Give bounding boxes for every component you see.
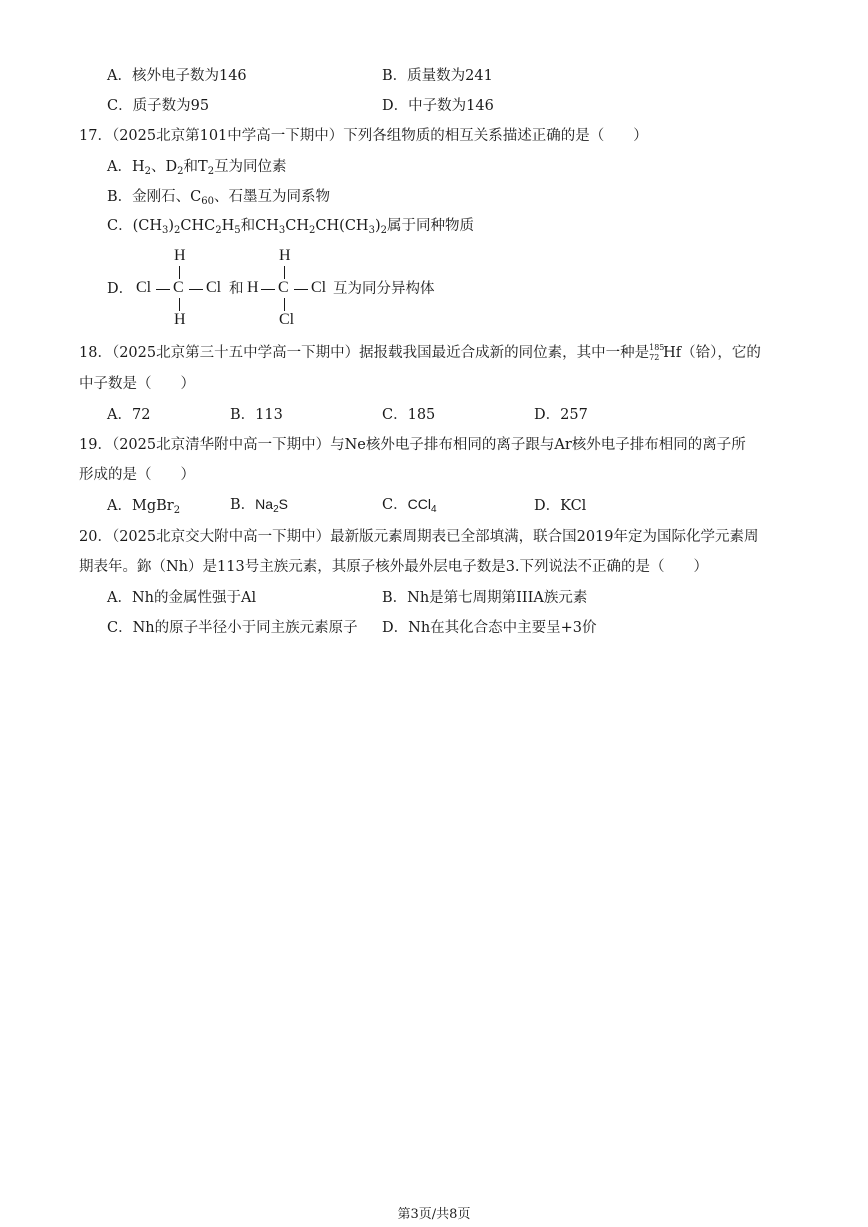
q17-option-b: B．金刚石、$C_{60}$、石墨互为同系物 [107,189,330,207]
q20-option-b: B．Nh是第七周期第IIIA族元素 [382,590,588,606]
page-number: 第3页/共8页 [397,1207,471,1222]
q18-option-b: B．113 [230,407,283,423]
atom-cl-bottom: Cl [279,311,295,328]
structure-formula-2 [247,247,337,331]
q19-option-d: D．KCl [534,498,587,514]
q18-stem-line2: 中子数是（ ） [79,376,195,392]
q17-option-a: A．$H_2$、$D_2$和$T_2$互为同位素 [107,159,287,177]
q16-option-c: C．质子数为95 [107,98,210,114]
q20-option-d: D．Nh在其化合态中主要呈+3价 [382,620,597,636]
atom-c-center: C [173,279,184,296]
q19-option-a: A．MgBr$_2$ [107,498,181,516]
bond-horizontal-left [261,289,275,290]
bond-vertical-top [179,266,180,279]
q16-option-a: A．核外电子数为146 [107,68,247,84]
q18-option-a: A．72 [107,407,151,423]
bond-vertical-bottom [284,298,285,311]
atom-c-center: C [278,279,289,296]
q16-option-d: D．中子数为146 [382,98,494,114]
q20-stem: 20．（2025北京交大附中高一下期中）最新版元素周期表已全部填满，联合国2019年定为国际化学元素周 [79,529,759,545]
q20-option-c: C．Nh的原子半径小于同主族元素原子 [107,620,358,636]
q16-option-b: B．质量数为241 [382,68,493,84]
atom-h-bottom: H [174,311,186,328]
atom-cl-right: Cl [311,279,327,296]
atom-cl-left: Cl [136,279,152,296]
q17-option-d-text: 互为同分异构体 [333,281,435,297]
isotope-notation: 185 72 [649,343,665,362]
q17-stem: 17．（2025北京第101中学高一下期中）下列各组物质的相互关系描述正确的是（ ） [79,128,648,144]
structure-formula-1 [136,247,226,331]
q18-option-c: C．185 [382,407,436,423]
q19-stem: 19．（2025北京清华附中高一下期中）与Ne核外电子排布相同的离子跟与Ar核外电子排布相同的离子所 [79,437,746,453]
atom-h-left: H [247,279,259,296]
atom-h-top: H [279,247,291,264]
bond-vertical-top [284,266,285,279]
q17-option-d-and: 和 [229,281,244,297]
q17-option-c: C．$(CH_3)_2CHC_2H_5$和$CH_3CH_2CH(CH_3)_2$属于同种物质 [107,218,474,236]
q18-stem: 18．（2025北京第三十五中学高一下期中）据报载我国最近合成新的同位素，其中一种是 185 72 Hf（铪），它的 [79,343,761,362]
q20-option-a: A．Nh的金属性强于Al [107,590,257,606]
bond-horizontal-right [294,289,308,290]
q18-option-d: D．257 [534,407,588,423]
bond-horizontal-right [189,289,203,290]
q20-stem-line2: 期表年。鉨（Nh）是113号主族元素，其原子核外最外层电子数是3.下列说法不正确的是（ ） [79,559,709,575]
bond-vertical-bottom [179,298,180,311]
q19-option-b: B．$Na_2S$ [230,496,288,515]
atom-cl-right: Cl [206,279,222,296]
q19-option-c: C．CCl$_4$ [382,496,437,515]
q19-stem-line2: 形成的是（ ） [79,467,195,483]
atom-h-top: H [174,247,186,264]
q17-option-d-label: D． [107,281,134,297]
bond-horizontal-left [156,289,170,290]
